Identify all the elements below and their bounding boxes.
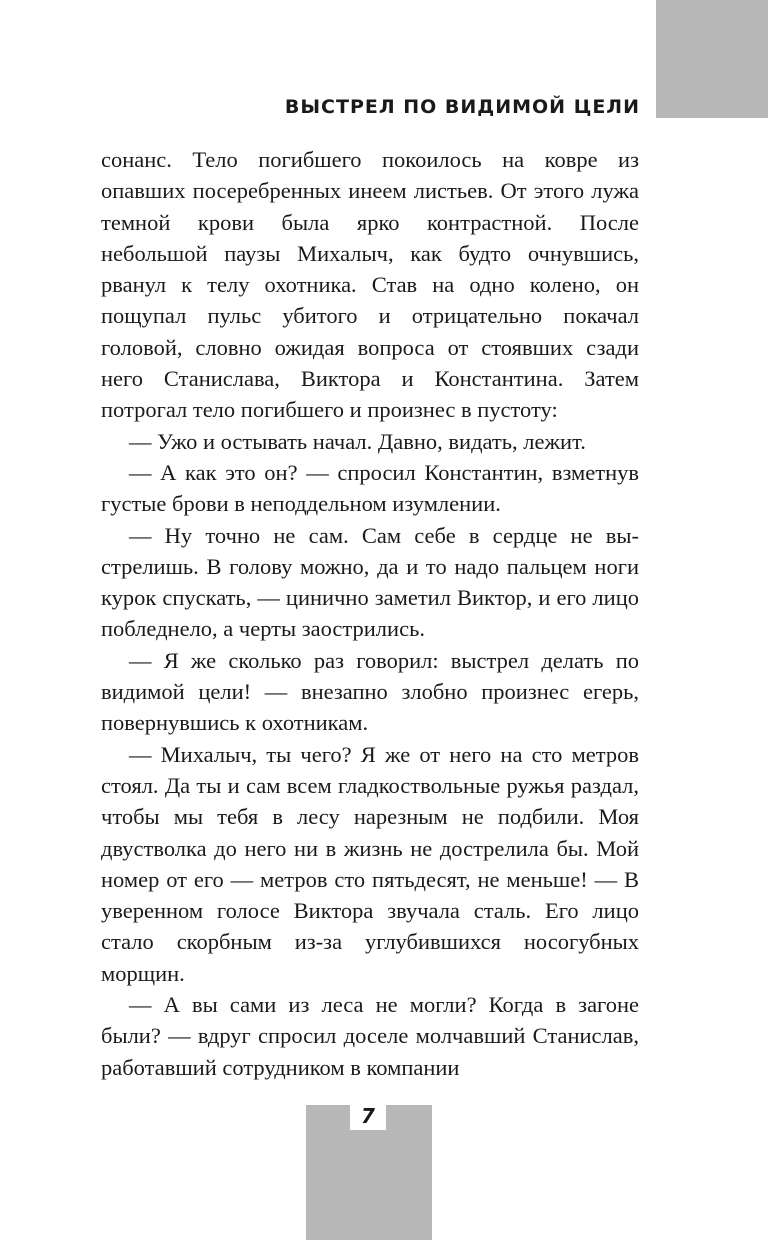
paragraph: — Ну точно не сам. Сам себе в сердце не выстрелишь. В голову можно, да и то надо пальцем ноги курок спускать, — цинично заметил Виктор, и его лицо побледнело, а черты заострились. (101, 522, 639, 642)
paragraph: — Ужо и остывать начал. Давно, видать, лежит. (129, 428, 586, 454)
paragraph: — А вы сами из леса не могли? Когда в загоне были? — вдруг спросил доселе молчавший Станислав, работавший сотрудником в компании (101, 992, 639, 1080)
paragraph: — А как это он? — спросил Константин, взметнув густые брови в неподдельном изумлении. (101, 459, 639, 517)
running-title: ВЫСТРЕЛ ПО ВИДИМОЙ ЦЕЛИ (284, 96, 640, 118)
paragraph: сонанс. Тело погибшего покоилось на ковре из опавших посеребренных инеем листьев. От этого лужа темной крови была ярко контрастной. После небольшой паузы Михалыч, как будто очнувшись, рванул к телу охотника. Став на одно колено, он пощупал пульс убитого и отрицательно покачал головой, словно ожидая вопроса от стоявших сзади него Станислава, Виктора и Константина. Затем потрогал тело погибшего и произнес в пустоту: (101, 147, 639, 423)
body-text (101, 144, 639, 1083)
page-number: 7 (350, 1102, 386, 1130)
paragraph: — Михалыч, ты чего? Я же от него на сто метров стоял. Да ты и сам всем гладкоствольные ружья раздал, чтобы мы тебя в лесу нарезным не подбили. Моя двустволка до него ни в жизнь не дострелила бы. Мой номер от его — метров сто пятьдесят, не меньше! — В уверенном голосе Виктора звучала сталь. Его лицо стало скорбным из-за углубившихся носогубных морщин. (101, 741, 639, 986)
corner-thumb-tab (656, 0, 768, 118)
paragraph: — Я же сколько раз говорил: выстрел делать по видимой цели! — внезапно злобно произнес егерь, повернувшись к охотникам. (101, 647, 639, 736)
